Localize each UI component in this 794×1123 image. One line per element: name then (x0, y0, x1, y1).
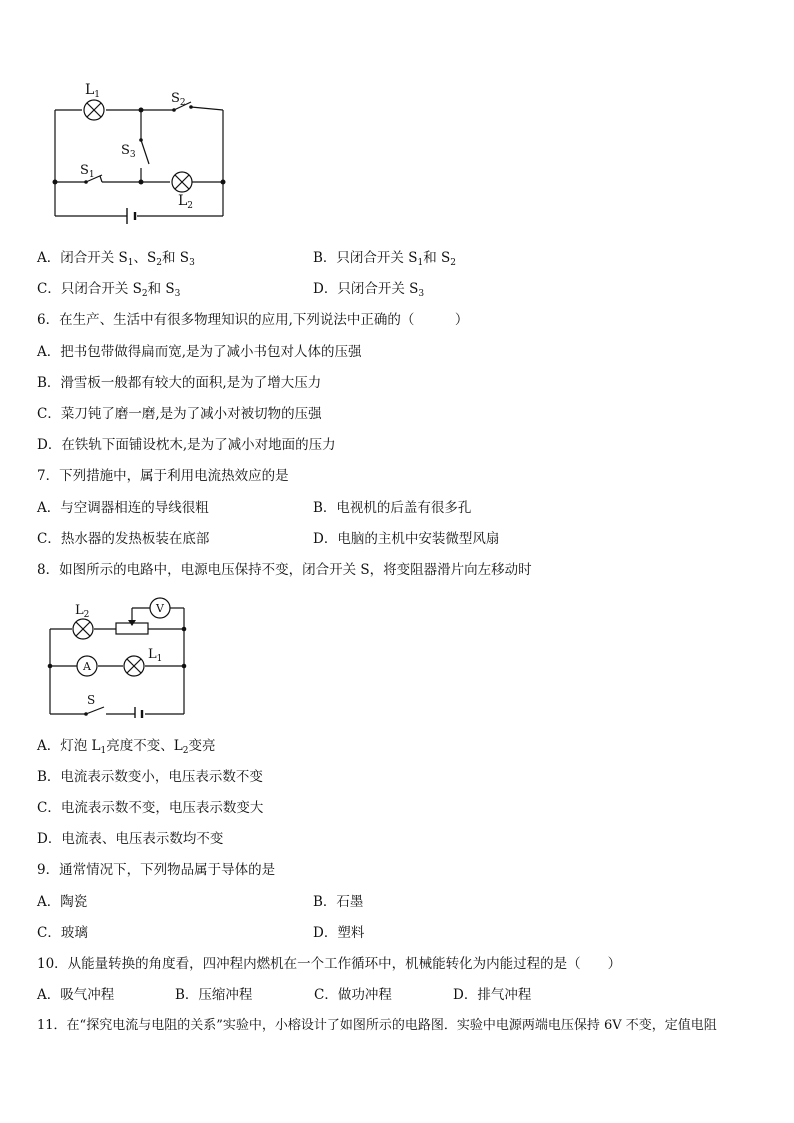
lamp-l1-icon (124, 656, 144, 676)
ammeter-icon (77, 656, 97, 676)
circuit-diagram-2 (44, 596, 194, 718)
label-s: S (87, 693, 96, 707)
q5-option-b: B．只闭合开关 $S_1$和 $S_2$ (313, 250, 456, 268)
q5-option-a: A．闭合开关 $S_1$、$S_2$和 $S_3$ (37, 250, 195, 268)
q9-option-d: D．塑料 (313, 925, 365, 941)
q6-option-d: D．在铁轨下面铺设枕木,是为了减小对地面的压力 (37, 437, 336, 453)
circuit-diagram-1 (40, 78, 240, 226)
label-l2: $L_2$ (178, 193, 194, 211)
q7-stem: 7．下列措施中，属于利用电流热效应的是 (37, 468, 289, 484)
q5-option-c: C．只闭合开关 $S_2$和 $S_3$ (37, 281, 181, 299)
lamp-l1-icon (84, 100, 104, 120)
q10-option-b: B．压缩冲程 (175, 987, 253, 1003)
q9-stem: 9．通常情况下，下列物品属于导体的是 (37, 862, 276, 878)
label-s3: $S_3$ (121, 143, 136, 160)
svg-text:A: A (83, 660, 91, 673)
q10-option-a: A．吸气冲程 (37, 987, 115, 1003)
q10-stem: 10．从能量转换的角度看，四冲程内燃机在一个工作循环中，机械能转化为内能过程的是（ ） (37, 956, 622, 972)
label-s1: $S_1$ (80, 163, 95, 180)
q11-stem: 11．在“探究电流与电阻的关系”实验中，小榕设计了如图所示的电路图．实验中电源两端电压保持 6V 不变，定值电阻 (37, 1018, 717, 1033)
lamp-l2-icon (172, 172, 192, 192)
q10-option-d: D．排气冲程 (453, 987, 532, 1003)
q9-option-b: B．石墨 (313, 894, 364, 910)
label-s2: $S_2$ (171, 91, 186, 108)
q7-option-a: A．与空调器相连的导线很粗 (37, 500, 209, 516)
label-l2: $L_2$ (75, 603, 90, 620)
q5-option-d: D．只闭合开关 $S_3$ (313, 281, 425, 299)
lamp-l2-icon (73, 619, 93, 639)
q9-option-c: C．玻璃 (37, 925, 88, 941)
q8-option-a: A．灯泡 $L_1$亮度不变、$L_2$变亮 (37, 738, 216, 756)
q7-option-c: C．热水器的发热板装在底部 (37, 531, 210, 547)
q7-option-b: B．电视机的后盖有很多孔 (313, 500, 472, 516)
q6-stem: 6．在生产、生活中有很多物理知识的应用,下列说法中正确的（ ） (37, 312, 469, 328)
label-l1: $L_1$ (148, 647, 163, 664)
q6-option-c: C．菜刀钝了磨一磨,是为了减小对被切物的压强 (37, 406, 322, 422)
q6-option-b: B．滑雪板一般都有较大的面积,是为了增大压力 (37, 375, 322, 391)
q10-option-c: C．做功冲程 (314, 987, 392, 1003)
q9-option-a: A．陶瓷 (37, 894, 88, 910)
q7-option-d: D．电脑的主机中安装微型风扇 (313, 531, 500, 547)
q6-option-a: A．把书包带做得扁而宽,是为了减小书包对人体的压强 (37, 344, 362, 360)
q8-option-d: D．电流表、电压表示数均不变 (37, 831, 224, 847)
voltmeter-icon (150, 598, 170, 618)
q8-option-b: B．电流表示数变小，电压表示数不变 (37, 769, 263, 785)
q8-option-c: C．电流表示数不变，电压表示数变大 (37, 800, 264, 816)
svg-text:V: V (156, 602, 164, 615)
q8-stem: 8．如图所示的电路中，电源电压保持不变，闭合开关 S，将变阻器滑片向左移动时 (37, 562, 532, 578)
label-l1: $L_1$ (85, 82, 101, 100)
